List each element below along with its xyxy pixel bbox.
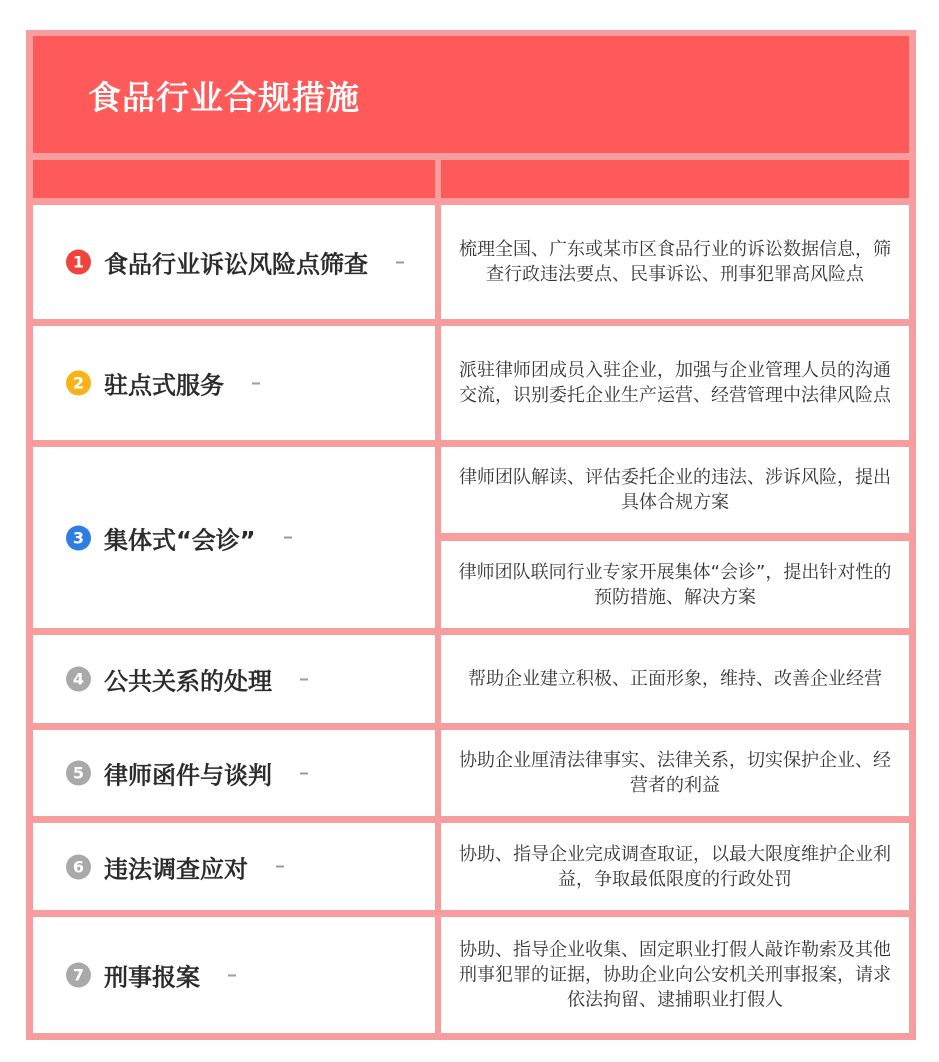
item-description: 协助、指导企业收集、固定职业打假人敲诈勒索及其他刑事犯罪的证据，协助企业向公安机关刑事报案，请求依法拘留、逮捕职业打假人 xyxy=(459,939,891,1011)
item-row xyxy=(66,366,260,401)
dash-icon xyxy=(284,537,292,539)
description-cell xyxy=(441,447,909,533)
list-item xyxy=(33,823,435,910)
dash-icon xyxy=(300,772,308,774)
item-description: 梳理全国、广东或某市区食品行业的诉讼数据信息，筛查行政违法要点、民事诉讼、刑事犯罪高风险点 xyxy=(459,239,891,285)
item-row xyxy=(66,520,292,555)
item-description: 帮助企业建立积极、正面形象，维持、改善企业经营 xyxy=(468,668,882,690)
number-badge-icon: 6 xyxy=(66,854,91,879)
item-row xyxy=(66,958,236,993)
dash-icon xyxy=(252,382,260,384)
item-row xyxy=(66,756,308,791)
description-cell xyxy=(441,541,909,628)
dash-icon xyxy=(396,261,404,263)
dash-icon xyxy=(300,678,308,680)
item-row xyxy=(66,662,308,697)
page-title: 食品行业合规措施 xyxy=(88,78,360,117)
subheader-right xyxy=(441,160,909,198)
subheader-left xyxy=(33,160,435,198)
number-badge-icon: 7 xyxy=(66,963,91,988)
list-item xyxy=(33,730,435,816)
list-item xyxy=(33,205,435,319)
item-description: 协助、指导企业完成调查取证，以最大限度维护企业利益，争取最低限度的行政处罚 xyxy=(459,843,891,890)
item-label: 律师函件与谈判 xyxy=(104,761,272,790)
item-label: 食品行业诉讼风险点筛查 xyxy=(104,250,368,279)
number-badge-icon: 4 xyxy=(66,667,91,692)
number-badge-icon: 2 xyxy=(66,371,91,396)
dash-icon xyxy=(276,866,284,868)
item-label: 公共关系的处理 xyxy=(104,667,272,696)
number-badge-icon: 3 xyxy=(66,525,91,550)
item-label: 违法调查应对 xyxy=(104,855,248,883)
list-item xyxy=(33,447,435,628)
item-label: 刑事报案 xyxy=(104,963,200,992)
description-cell xyxy=(441,823,909,910)
description-cell xyxy=(441,635,909,723)
item-label: 集体式“会诊” xyxy=(104,526,256,554)
list-item xyxy=(33,326,435,440)
number-badge-icon: 5 xyxy=(66,761,91,786)
number-badge-icon: 1 xyxy=(66,250,91,275)
item-description: 协助企业厘清法律事实、法律关系，切实保护企业、经营者的利益 xyxy=(459,750,891,796)
list-item xyxy=(33,635,435,723)
item-description: 派驻律师团成员入驻企业，加强与企业管理人员的沟通交流，识别委托企业生产运营、经营管理中法律风险点 xyxy=(459,360,891,406)
description-cell xyxy=(441,326,909,440)
item-label: 驻点式服务 xyxy=(104,371,224,400)
item-description: 律师团队解读、评估委托企业的违法、涉诉风险，提出具体合规方案 xyxy=(459,467,891,513)
dash-icon xyxy=(228,974,236,976)
item-row xyxy=(66,849,284,884)
item-row xyxy=(66,245,404,280)
header-banner xyxy=(33,36,909,153)
description-cell xyxy=(441,730,909,816)
item-description: 律师团队联同行业专家开展集体“会诊”，提出针对性的预防措施、解决方案 xyxy=(458,561,892,608)
description-cell xyxy=(441,205,909,319)
list-item xyxy=(33,917,435,1033)
description-cell xyxy=(441,917,909,1033)
